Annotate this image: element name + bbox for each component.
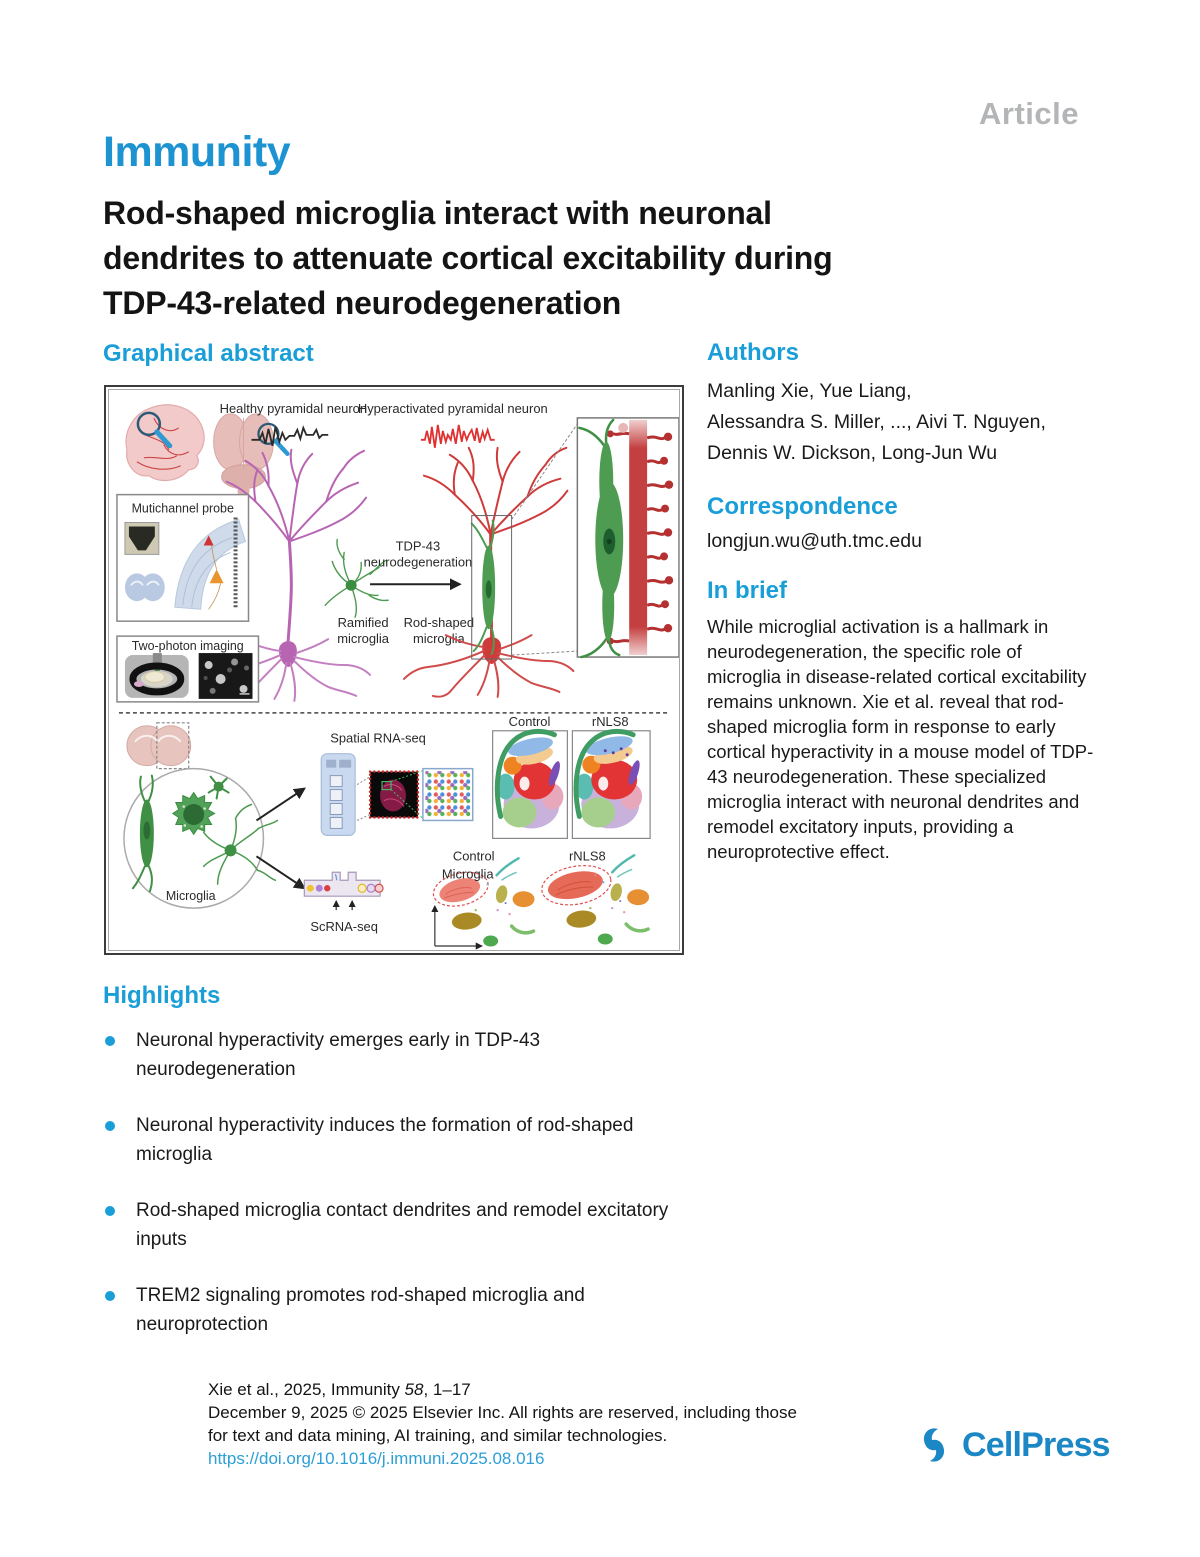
doi-link[interactable]: https://doi.org/10.1016/j.immuni.2025.08.016 [208,1449,545,1468]
multichannel-probe-label: Mutichannel probe [131,501,234,516]
citation-footer [208,1378,797,1470]
two-photon-label: Two-photon imaging [131,639,244,654]
graphical-abstract-frame [108,389,680,951]
journal-logo: Immunity [103,128,291,176]
highlight-text: TREM2 signaling promotes rod-shaped microglia and neuroprotection [136,1285,585,1335]
ramified-label-line2: microglia [337,631,389,647]
spatial-map-control [493,731,568,839]
highlights-heading: Highlights [103,982,221,1009]
correspondence-email: longjun.wu@uth.tmc.edu [707,530,922,552]
umap-rnls8-label: rNLS8 [568,848,606,864]
highlight-bullet-icon [105,1206,115,1216]
authors-line1: Manling Xie, Yue Liang, [707,380,912,402]
healthy-neuron-label: Healthy pyramidal neuron [219,400,368,416]
highlight-bullet-icon [105,1291,115,1301]
highlight-item [103,1196,691,1254]
highlight-text: Neuronal hyperactivity induces the formation of rod-shaped microglia [136,1115,634,1165]
spatial-control-label: Control [508,713,551,729]
authors-line2: Alessandra S. Miller, ..., Aivi T. Nguyen, [707,411,1046,433]
in-brief-heading: In brief [707,577,788,604]
authors-names [707,376,1102,469]
umap-microglia-label: Microglia [441,866,494,882]
graphical-abstract-svg [109,390,679,950]
citation-volume: 58 [404,1380,424,1399]
highlight-bullet-icon [105,1036,115,1046]
citation-pages: , 1–17 [423,1380,471,1399]
paper-title-line3: TDP-43-related neurodegeneration [103,285,622,321]
spatial-rnaseq-label: Spatial RNA-seq [330,730,426,746]
arrow-to-spatial [256,789,304,821]
two-photon-micrograph [199,653,253,699]
two-photon-box [117,636,259,702]
spatial-spot-grid [423,769,473,821]
tdp43-label-line2: neurodegeneration [363,554,473,570]
citation-pre: Xie et al., 2025, Immunity [208,1380,405,1399]
dendrite-inset [577,418,679,657]
in-brief-text: While microglial activation is a hallmark in neurodegeneration, the specific role of microglia in disease-related cortical excitability remains unknown. Xie et al. reveal that rod-shaped microglia form in response to early cortical hyperactivity in a mouse model of TDP-43 neurodegeneration. These specialized microglia interact with neuronal dendrites and remodel excitatory inputs, providing a neuroprotective effect. [707,616,1094,862]
article-type-badge: Article [979,96,1079,131]
copyright-line2: for text and data mining, AI training, and similar technologies. [208,1426,668,1445]
spatial-chip [321,754,370,836]
spatial-rnls8-label: rNLS8 [591,713,629,729]
umap-rnls8 [539,855,649,944]
highlight-text: Neuronal hyperactivity emerges early in TDP-43 neurodegeneration [136,1030,541,1080]
microglia-pool-label: Microglia [165,889,216,904]
umap-control-label: Control [452,848,495,864]
graphical-abstract-heading: Graphical abstract [103,340,314,367]
highlight-item [103,1026,691,1084]
graphical-abstract-figure [104,385,684,955]
highlight-item [103,1281,691,1339]
paper-title-line1: Rod-shaped microglia interact with neuronal [103,195,772,231]
correspondence-heading: Correspondence [707,493,898,520]
spatial-map-rnls8 [572,731,650,839]
authors-line3: Dennis W. Dickson, Long-Jun Wu [707,442,998,464]
cellpress-mark-icon [911,1422,957,1468]
scrna-device [304,872,383,910]
info-column [707,339,1102,864]
highlight-item [103,1111,691,1169]
tdp43-label-line1: TDP-43 [395,538,441,554]
spatial-tissue-image [370,771,423,819]
citation-line [208,1378,797,1401]
rod-label-line2: microglia [412,631,465,647]
paper-title-line2: dendrites to attenuate cortical excitability during [103,240,833,276]
rod-label-line1: Rod-shaped [403,615,475,631]
hyperactivated-neuron-label: Hyperactivated pyramidal neuron [357,400,548,416]
hyperactive-eeg-trace [421,425,495,448]
authors-heading: Authors [707,339,799,366]
ramified-label-line1: Ramified [337,615,389,631]
zoom-connector-lines [512,424,578,655]
multichannel-probe-box [117,495,249,622]
scrnaseq-label: ScRNA-seq [310,919,378,935]
highlight-bullet-icon [105,1121,115,1131]
highlights-section [103,982,723,1366]
highlight-text: Rod-shaped microglia contact dendrites and remodel excitatory inputs [136,1200,669,1250]
highlights-list [103,1026,723,1339]
paper-title [103,191,1083,326]
microglia-pool [124,769,277,909]
cellpress-wordmark: CellPress [962,1425,1110,1464]
coronal-brain-icon [127,723,191,769]
ramified-microglia-cell [325,539,388,617]
cellpress-logo [911,1422,1110,1468]
copyright-line1: December 9, 2025 © 2025 Elsevier Inc. All rights are reserved, including those [208,1403,797,1422]
